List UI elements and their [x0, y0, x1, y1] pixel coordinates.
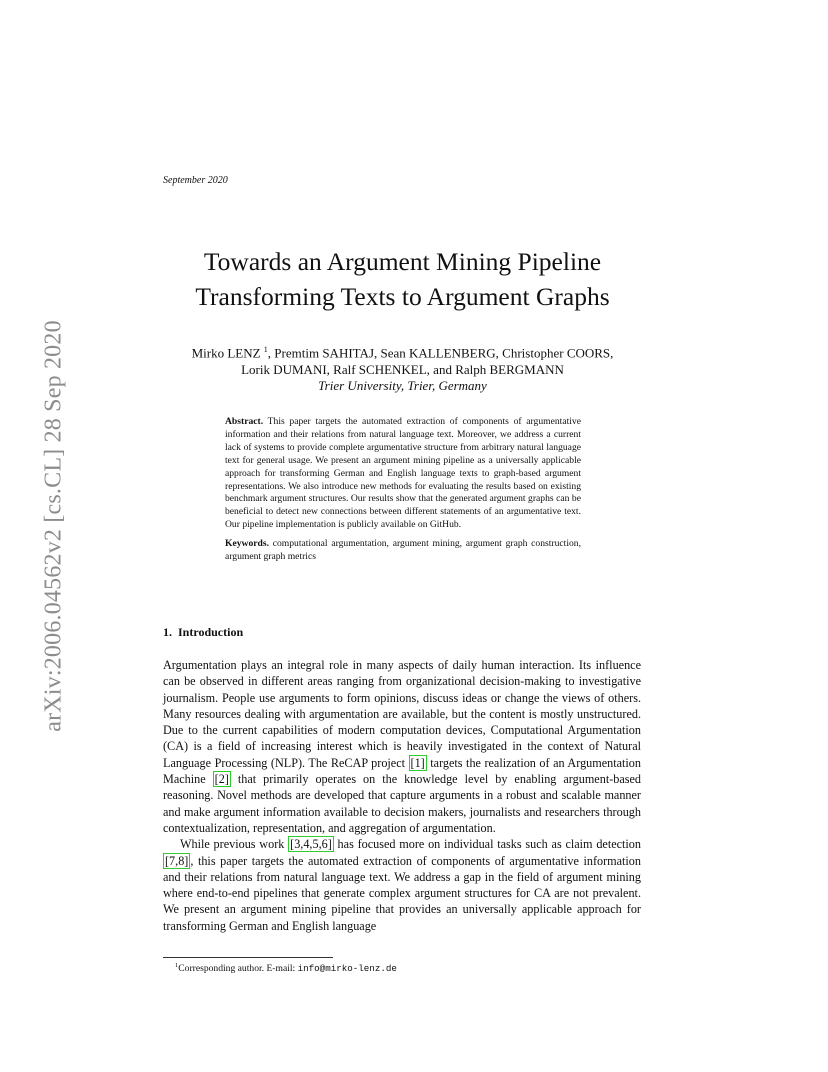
paragraph-text: , this paper targets the automated extraction of components of argumentative information and their relations from natural language text. We address a gap in the field of argument mining where end-to-end pipelines that generate complex argument structures for CA are not prevalent. We present an argument mining pipeline that provides an universally applicable approach for transforming German and English language	[163, 853, 641, 933]
footnote	[175, 962, 397, 974]
introduction-body	[163, 657, 641, 934]
citation-link[interactable]: [7,8]	[165, 853, 189, 868]
abstract-label: Abstract.	[225, 416, 264, 427]
citation-link[interactable]: [3,4,5,6]	[290, 837, 332, 852]
footnote-divider	[163, 957, 333, 958]
section-heading	[163, 625, 243, 640]
title-line-1: Towards an Argument Mining Pipeline	[203, 247, 602, 276]
abstract-block	[225, 416, 581, 570]
arxiv-margin-identifier: arXiv:2006.04562v2 [cs.CL] 28 Sep 2020	[40, 320, 67, 732]
intro-paragraph-2	[163, 836, 641, 934]
keywords-text: computational argumentation, argument mining, argument graph construction, argument graph metrics	[225, 538, 581, 563]
intro-paragraph-1	[163, 657, 641, 836]
paragraph-text: While previous work	[180, 837, 289, 852]
publication-date: September 2020	[163, 175, 228, 186]
citation-link[interactable]: [1]	[410, 755, 425, 770]
paper-title	[150, 244, 655, 314]
paragraph-text: has focused more on individual tasks such as claim detection	[333, 837, 641, 852]
footnote-marker: 1	[175, 962, 179, 969]
author-block	[150, 342, 655, 395]
paragraph-text: Argumentation plays an integral role in many aspects of daily human interaction. Its influence can be observed in different areas ranging from organizational decision-making to investigative journalism. People use arguments to form opinions, discuss ideas or change the views of others. Many resources dealing with argumentation are available, but the content is mostly unstructured. Due to the current capabilities of modern computation devices, Computational Argumentation (CA) is a field of increasing interest which is heavily investigated in the context of Natural Language Processing (NLP). The ReCAP project	[163, 658, 641, 770]
first-author: Mirko LENZ	[191, 345, 261, 361]
authors-line-1	[150, 342, 655, 362]
paragraph-text: targets the realization of an Argumentation Machine	[163, 755, 641, 787]
citation-link[interactable]: [2]	[214, 772, 229, 787]
section-number: 1.	[163, 625, 172, 639]
email-address[interactable]: info@mirko-lenz.de	[297, 963, 397, 975]
keywords-paragraph	[225, 538, 581, 564]
footnote-text: Corresponding author. E-mail:	[178, 963, 298, 975]
title-line-2: Transforming Texts to Argument Graphs	[195, 282, 610, 311]
paragraph-text: that primarily operates on the knowledge level by enabling argument-based reasoning. Novel methods are developed that capture arguments in a robust and scalable manner and make argument information available to decision makers, journalists and researchers through contextualization, representation, and aggregation of argumentation.	[163, 772, 642, 835]
keywords-label: Keywords.	[225, 538, 269, 550]
authors-line-2: Lorik DUMANI, Ralf SCHENKEL, and Ralph BERGMANN	[241, 361, 564, 377]
section-title: Introduction	[178, 625, 244, 639]
co-authors: , Premtim SAHITAJ, Sean KALLENBERG, Christopher COORS,	[267, 345, 614, 361]
abstract-paragraph	[225, 416, 581, 532]
affiliation: Trier University, Trier, Germany	[318, 378, 487, 394]
author-footnote-marker[interactable]: 1	[263, 345, 268, 354]
abstract-text: This paper targets the automated extraction of components of argumentative information and their relations from natural language text. Moreover, we address a current lack of systems to provide complete argumentative structure from arbitrary natural language text for general usage. We present an argument mining pipeline as a universally applicable approach for transforming German and English language texts to graph-based argument representations. We also introduce new methods for evaluating the results based on existing benchmark argument structures. Our results show that the generated argument graphs can be beneficial to detect new connections between different statements of an argumentative text. Our pipeline implementation is publicly available on GitHub.	[225, 416, 581, 531]
